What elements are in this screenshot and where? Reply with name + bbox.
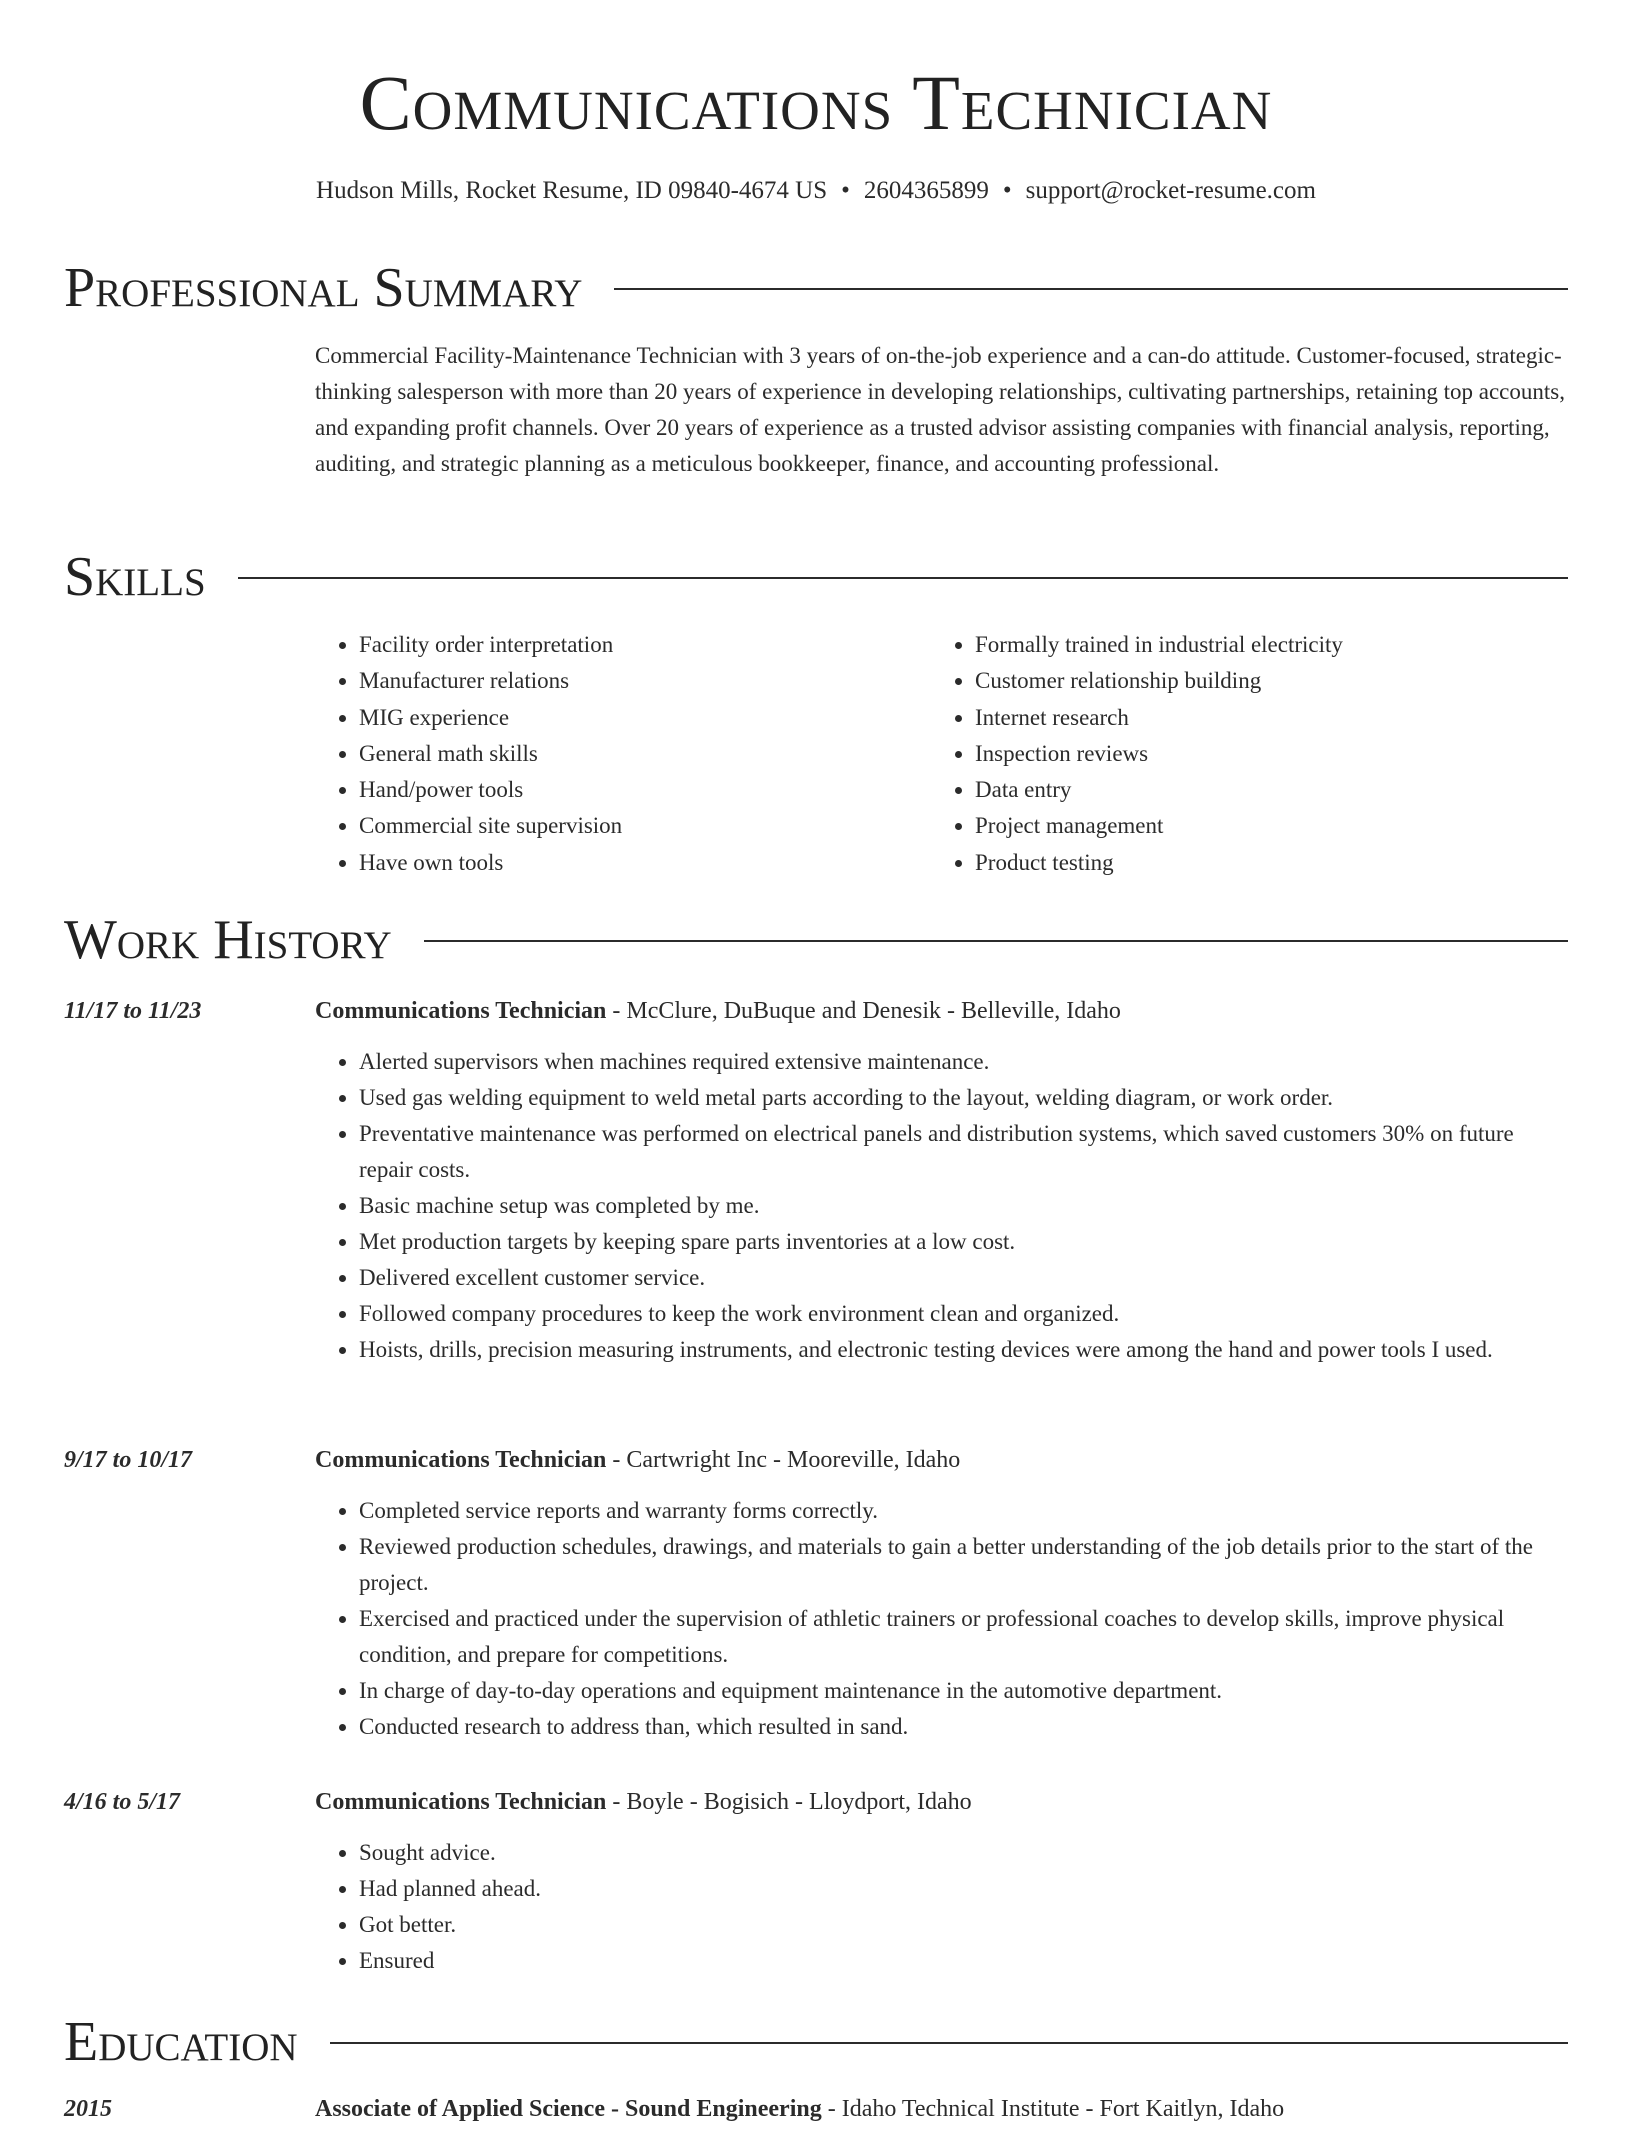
work-bullet: • Completed service reports and warranty forms correctly.	[359, 1493, 1570, 1529]
contact-line	[0, 174, 1632, 208]
education-title-line	[315, 2092, 1284, 2126]
skill-item: • Product testing	[975, 845, 1547, 881]
education-section-header	[64, 2010, 1568, 2074]
work-section-title: Work History	[64, 909, 392, 971]
work-bullet: • Used gas welding equipment to weld metal parts according to the layout, welding diagram, or work order.	[359, 1080, 1570, 1116]
skill-item: • MIG experience	[359, 700, 931, 736]
work-bullet: • Alerted supervisors when machines required extensive maintenance.	[359, 1044, 1570, 1080]
skill-item: • Inspection reviews	[975, 736, 1547, 772]
skills-list	[315, 627, 1570, 881]
work-job-title: Communications Technician	[315, 1447, 607, 1473]
skills-section-title: Skills	[64, 546, 206, 608]
education-date: 2015	[64, 2096, 112, 2122]
work-bullet: • Exercised and practiced under the supervision of athletic trainers or professional coaches to develop skills, improve physical condition, and prepare for competitions.	[359, 1601, 1570, 1673]
work-bullet: • Ensured	[359, 1943, 1570, 1979]
work-bullet: • Reviewed production schedules, drawings, and materials to gain a better understanding of the job details prior to the start of the project.	[359, 1529, 1570, 1601]
contact-separator: •	[1002, 177, 1012, 204]
work-dates: 11/17 to 11/23	[64, 998, 202, 1024]
section-divider	[238, 577, 1568, 579]
skills-column-left	[315, 627, 931, 881]
work-bullet: • Sought advice.	[359, 1835, 1570, 1871]
education-school: - Idaho Technical Institute - Fort Kaitlyn, Idaho	[821, 2096, 1285, 2122]
summary-text: Commercial Facility-Maintenance Technician with 3 years of on-the-job experience and a can-do attitude. Customer-focused, strategic-thinking salesperson with more than 20 years of experience in developing relationships, cultivating partnerships, retaining top accounts, and expanding profit channels. Over 20 years of experience as a trusted advisor assisting companies with financial analysis, reporting, auditing, and strategic planning as a meticulous bookkeeper, finance, and accounting professional.	[315, 343, 1565, 476]
contact-phone: 2604365899	[863, 177, 989, 204]
skill-item: • Facility order interpretation	[359, 627, 931, 663]
skill-item: • Internet research	[975, 700, 1547, 736]
work-bullet: • Preventative maintenance was performed on electrical panels and distribution systems, which saved customers 30% on future repair costs.	[359, 1116, 1570, 1188]
work-bullet: • Basic machine setup was completed by me.	[359, 1188, 1570, 1224]
section-divider	[424, 940, 1568, 942]
work-dates: 9/17 to 10/17	[64, 1447, 193, 1473]
work-section-header	[64, 908, 1568, 972]
skill-item: • Hand/power tools	[359, 772, 931, 808]
skill-item: • Project management	[975, 808, 1547, 844]
skill-item: • Manufacturer relations	[359, 663, 931, 699]
skills-column-right	[931, 627, 1547, 881]
work-bullet: • In charge of day-to-day operations and equipment maintenance in the automotive department.	[359, 1673, 1570, 1709]
work-bullet: • Met production targets by keeping spare parts inventories at a low cost.	[359, 1224, 1570, 1260]
contact-separator: •	[841, 177, 850, 204]
candidate-name: Communications Technician	[359, 59, 1273, 146]
contact-email: support@rocket-resume.com	[1025, 177, 1316, 204]
skill-item: • Data entry	[975, 772, 1547, 808]
work-bullet: • Followed company procedures to keep the work environment clean and organized.	[359, 1296, 1570, 1332]
work-bullet: • Got better.	[359, 1907, 1570, 1943]
skill-item: • Formally trained in industrial electricity	[975, 627, 1547, 663]
skills-section-header	[64, 545, 1568, 609]
contact-address: Hudson Mills, Rocket Resume, ID 09840-4674 US	[316, 177, 828, 204]
work-bullet: • Delivered excellent customer service.	[359, 1260, 1570, 1296]
work-bullet: • Had planned ahead.	[359, 1871, 1570, 1907]
work-title-line	[315, 994, 1121, 1028]
work-bullet: • Hoists, drills, precision measuring instruments, and electronic testing devices were among the hand and power tools I used.	[359, 1332, 1570, 1368]
section-divider	[330, 2042, 1568, 2044]
work-job-title: Communications Technician	[315, 1789, 607, 1815]
education-degree: Associate of Applied Science - Sound Engineering	[315, 2096, 822, 2122]
skill-item: • Have own tools	[359, 845, 931, 881]
education-entry	[64, 2092, 1568, 2132]
work-bullet: • Conducted research to address than, which resulted in sand.	[359, 1709, 1570, 1745]
work-employer: - Cartwright Inc - Mooreville, Idaho	[606, 1447, 961, 1473]
work-job-title: Communications Technician	[315, 998, 607, 1024]
work-title-line	[315, 1443, 960, 1477]
section-divider	[614, 288, 1568, 290]
work-bullets	[315, 1044, 1570, 1368]
education-section-title: Education	[64, 2011, 298, 2073]
work-employer: - Boyle - Bogisich - Lloydport, Idaho	[606, 1789, 972, 1815]
skill-item: • Customer relationship building	[975, 663, 1547, 699]
summary-section-header	[64, 256, 1568, 320]
work-dates: 4/16 to 5/17	[64, 1789, 181, 1815]
skill-item: • Commercial site supervision	[359, 808, 931, 844]
work-bullets	[315, 1835, 1570, 1979]
work-employer: - McClure, DuBuque and Denesik - Belleville, Idaho	[606, 998, 1121, 1024]
skill-item: • General math skills	[359, 736, 931, 772]
summary-section-title: Professional Summary	[64, 257, 583, 319]
work-title-line	[315, 1785, 972, 1819]
work-bullets	[315, 1493, 1570, 1745]
